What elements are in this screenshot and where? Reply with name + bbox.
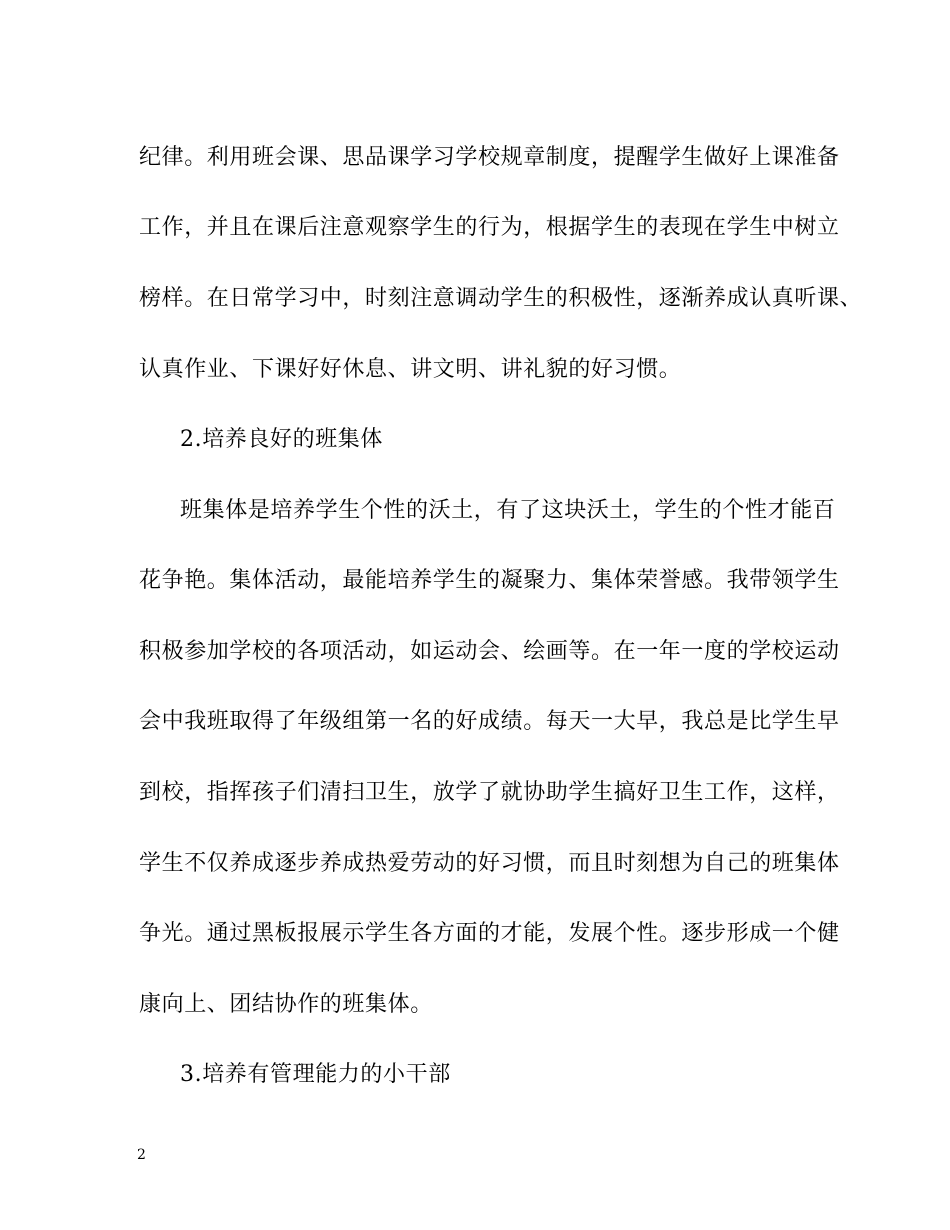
page-number: 2 xyxy=(137,1147,146,1163)
body-text-line: 争光。通过黑板报展示学生各方面的才能，发展个性。逐步形成一个健 xyxy=(139,921,840,946)
body-text-line: 康向上、团结协作的班集体。 xyxy=(139,992,433,1017)
body-text-line: 纪律。利用班会课、思品课学习学校规章制度，提醒学生做好上课准备 xyxy=(139,145,840,170)
body-text-line: 认真作业、下课好好休息、讲文明、讲礼貌的好习惯。 xyxy=(139,357,682,382)
body-text-line: 积极参加学校的各项活动，如运动会、绘画等。在一年一度的学校运动 xyxy=(139,639,840,664)
section-heading: 2.培养良好的班集体 xyxy=(180,427,383,452)
body-text-line: 会中我班取得了年级组第一名的好成绩。每天一大早，我总是比学生早 xyxy=(139,709,840,734)
body-text-line: 榜样。在日常学习中，时刻注意调动学生的积极性，逐渐养成认真听课、 xyxy=(139,286,863,311)
body-text-line: 学生不仅养成逐步养成热爱劳动的好习惯，而且时刻想为自己的班集体 xyxy=(139,851,840,876)
body-text-line: 到校，指挥孩子们清扫卫生，放学了就协助学生搞好卫生工作，这样， xyxy=(139,780,840,805)
body-text-line: 花争艳。集体活动，最能培养学生的凝聚力、集体荣誉感。我带领学生 xyxy=(139,568,840,593)
body-text-line: 工作，并且在课后注意观察学生的行为，根据学生的表现在学生中树立 xyxy=(139,215,840,240)
body-text-line: 班集体是培养学生个性的沃土，有了这块沃土，学生的个性才能百 xyxy=(180,498,836,523)
section-heading: 3.培养有管理能力的小干部 xyxy=(180,1062,451,1087)
